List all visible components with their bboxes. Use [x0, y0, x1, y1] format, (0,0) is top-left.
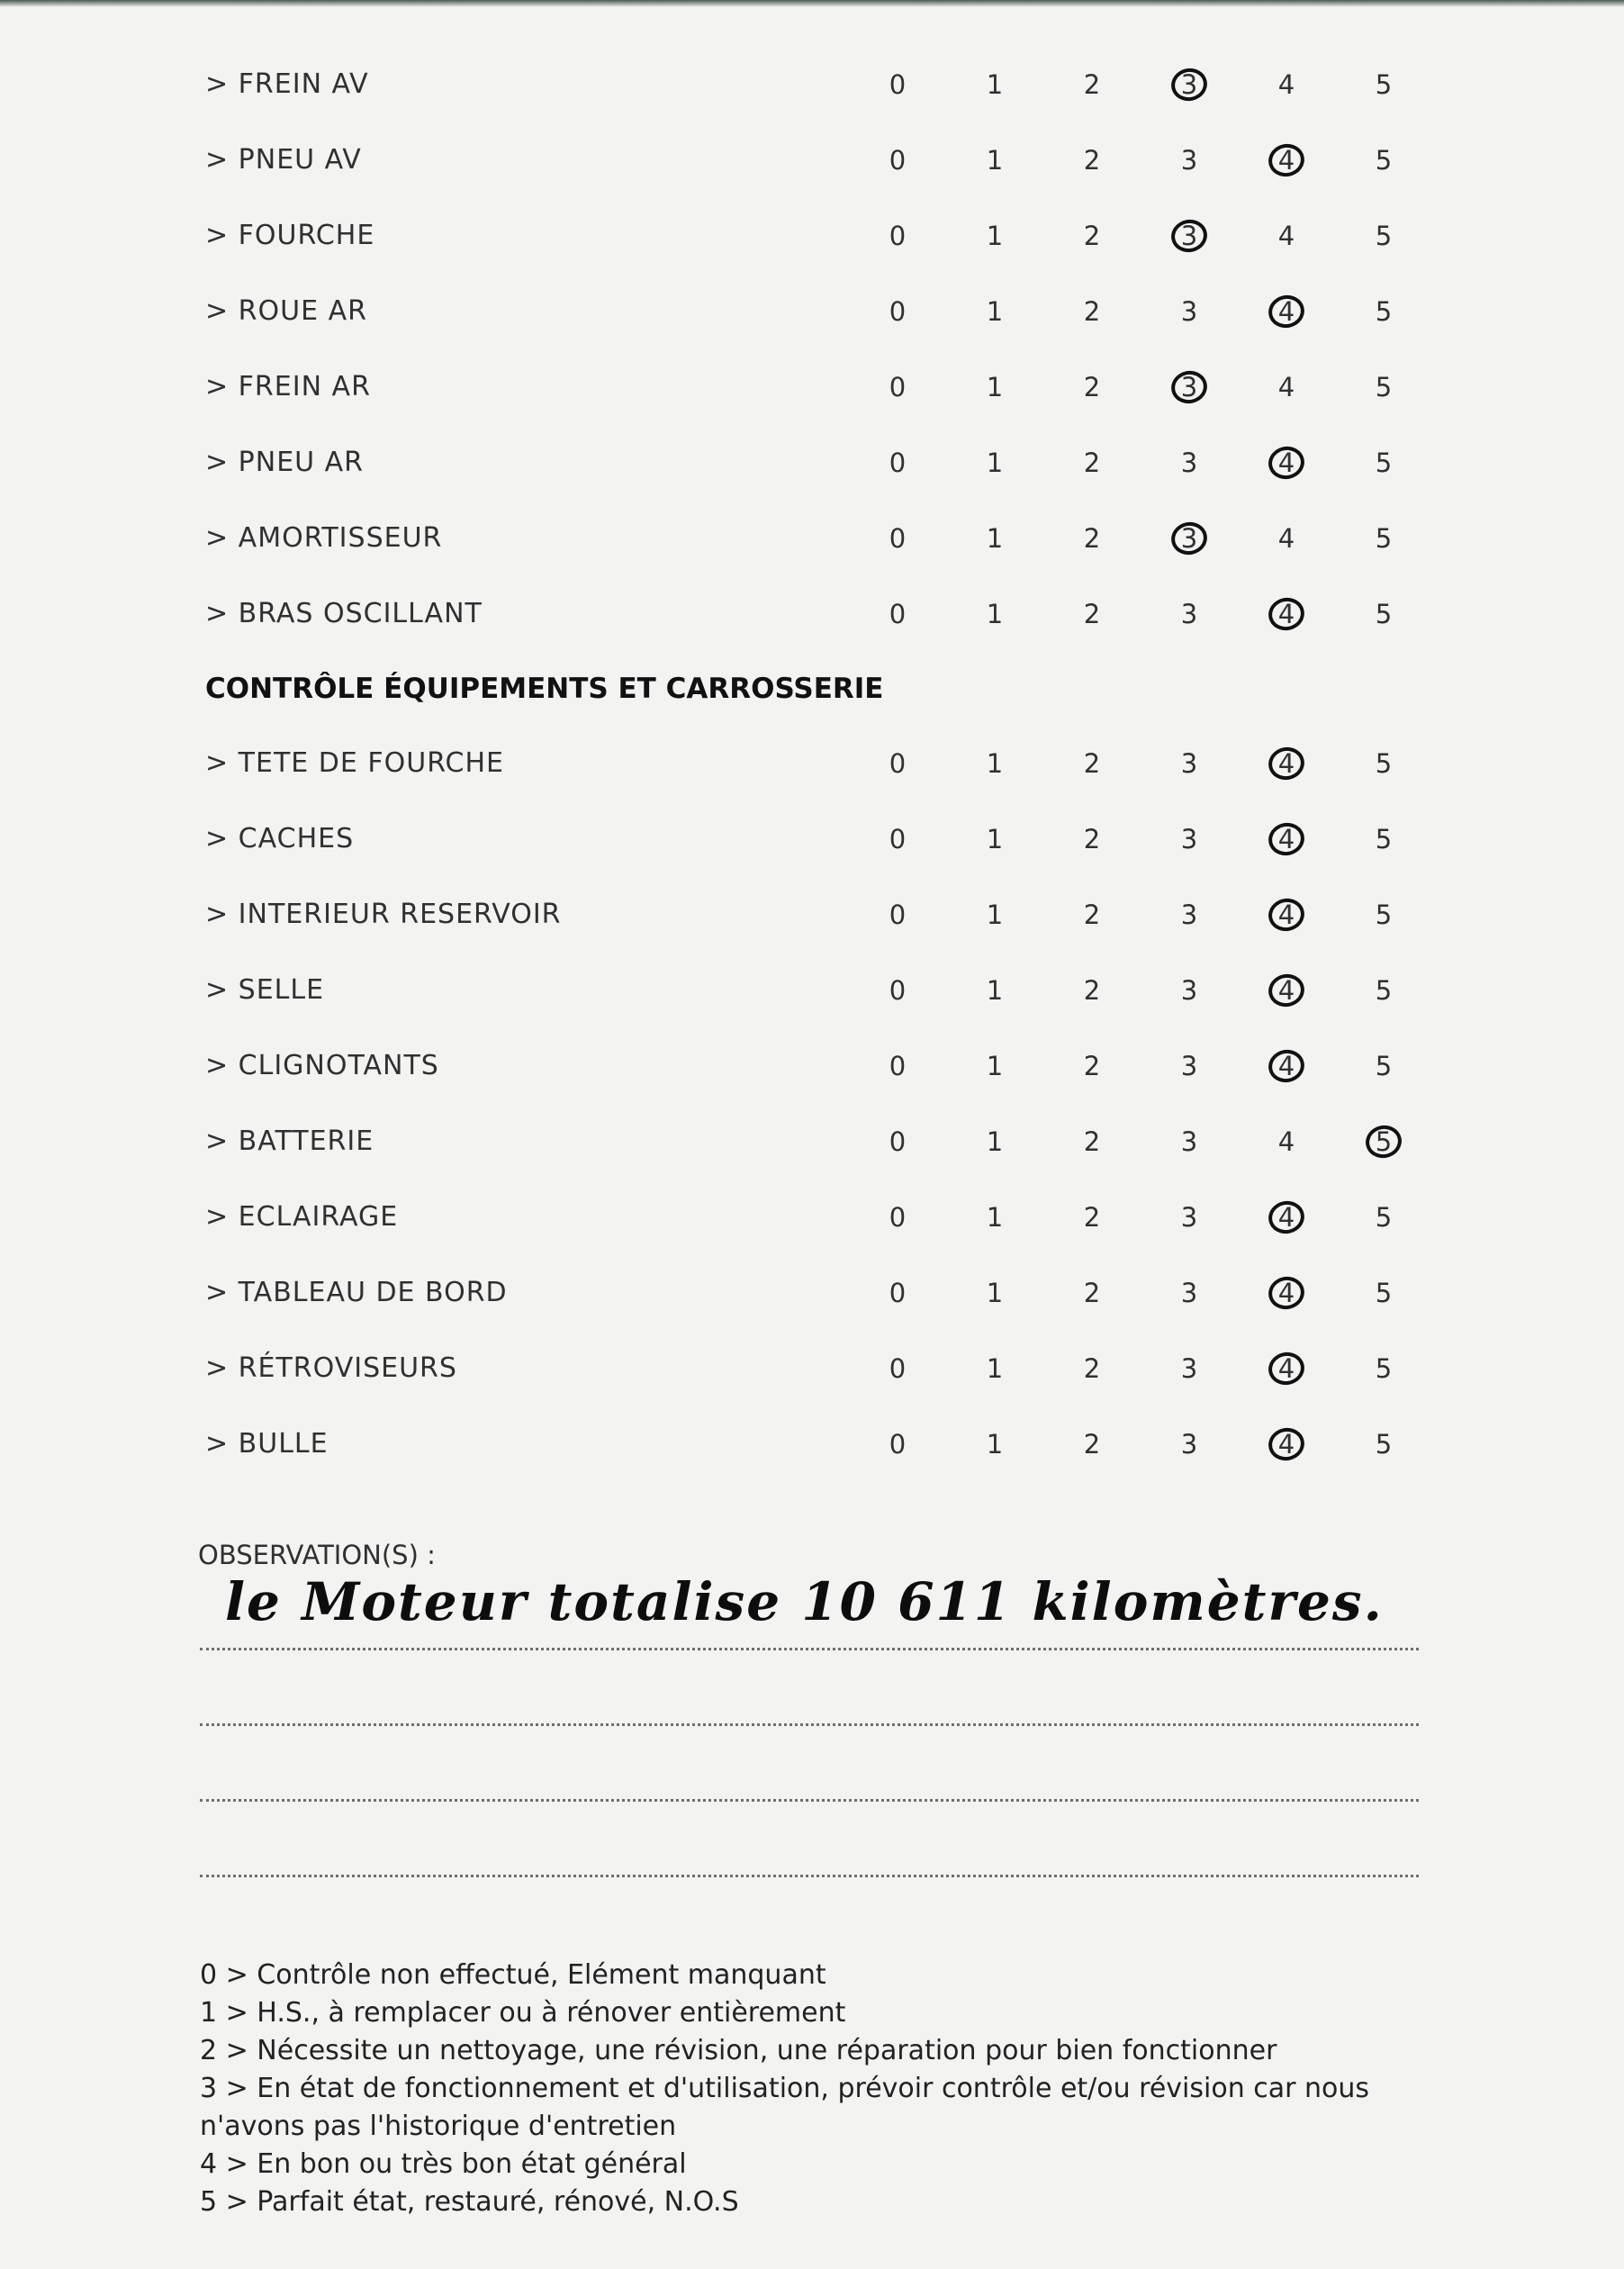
- row-label: > INTERIEUR RESERVOIR: [205, 899, 562, 930]
- score-option[interactable]: 3: [1180, 1278, 1198, 1308]
- checklist-row: [0, 1417, 1624, 1471]
- score-option[interactable]: 1: [986, 1126, 1004, 1157]
- score-option[interactable]: 5: [1375, 447, 1393, 478]
- checklist-row: [0, 1266, 1624, 1320]
- score-option[interactable]: 4: [1277, 1126, 1295, 1157]
- row-label: > RÉTROVISEURS: [205, 1352, 457, 1384]
- score-option-selected[interactable]: 4: [1255, 1039, 1318, 1093]
- score-option-selected[interactable]: 3: [1158, 511, 1221, 565]
- handwritten-observation: le Moteur totalise 10 611 kilomètres.: [225, 1571, 1384, 1632]
- score-option-selected[interactable]: 4: [1255, 1190, 1318, 1244]
- score-option[interactable]: 2: [1083, 1202, 1101, 1233]
- legend-item: 2 > Nécessite un nettoyage, une révision, une réparation pour bien fonctionner: [200, 2035, 1277, 2066]
- score-option[interactable]: 1: [986, 899, 1004, 930]
- row-label: > CACHES: [205, 823, 355, 854]
- score-option[interactable]: 0: [889, 975, 907, 1006]
- score-option-selected[interactable]: 4: [1255, 1342, 1318, 1396]
- score-option[interactable]: 5: [1375, 599, 1393, 629]
- score-option[interactable]: 2: [1083, 523, 1101, 554]
- score-option[interactable]: 3: [1180, 447, 1198, 478]
- checklist-row: [0, 360, 1624, 414]
- score-option[interactable]: 1: [986, 447, 1004, 478]
- checklist-row: [0, 58, 1624, 112]
- checklist-row: [0, 511, 1624, 565]
- score-option[interactable]: 1: [986, 1429, 1004, 1460]
- score-option[interactable]: 3: [1180, 899, 1198, 930]
- score-option[interactable]: 0: [889, 599, 907, 629]
- dotted-line: [200, 1723, 1419, 1726]
- score-option[interactable]: 4: [1277, 372, 1295, 402]
- score-option-selected[interactable]: 4: [1255, 587, 1318, 641]
- score-option[interactable]: 0: [889, 145, 907, 176]
- checklist-row: [0, 133, 1624, 187]
- score-option[interactable]: 0: [889, 296, 907, 327]
- score-option[interactable]: 3: [1180, 1051, 1198, 1081]
- row-label: > TABLEAU DE BORD: [205, 1277, 508, 1308]
- legend-item: 5 > Parfait état, restauré, rénové, N.O.S: [200, 2186, 739, 2218]
- score-option[interactable]: 0: [889, 899, 907, 930]
- row-label: > AMORTISSEUR: [205, 522, 443, 554]
- score-option[interactable]: 1: [986, 1353, 1004, 1384]
- checklist-row: [0, 812, 1624, 866]
- legend-item: 4 > En bon ou très bon état général: [200, 2148, 687, 2180]
- score-option[interactable]: 5: [1375, 296, 1393, 327]
- score-option[interactable]: 0: [889, 1202, 907, 1233]
- score-option[interactable]: 2: [1083, 899, 1101, 930]
- checklist-row: [0, 1342, 1624, 1396]
- score-legend: [200, 1957, 1442, 2221]
- score-option[interactable]: 0: [889, 1126, 907, 1157]
- score-option-selected[interactable]: 3: [1158, 209, 1221, 263]
- score-option[interactable]: 1: [986, 975, 1004, 1006]
- score-option-selected[interactable]: 3: [1158, 360, 1221, 414]
- score-option[interactable]: 2: [1083, 145, 1101, 176]
- row-label: > BRAS OSCILLANT: [205, 598, 483, 629]
- score-option[interactable]: 5: [1375, 1429, 1393, 1460]
- score-option[interactable]: 5: [1375, 69, 1393, 100]
- score-option[interactable]: 2: [1083, 1278, 1101, 1308]
- score-option[interactable]: 2: [1083, 372, 1101, 402]
- score-option[interactable]: 1: [986, 824, 1004, 854]
- score-option[interactable]: 0: [889, 824, 907, 854]
- row-label: > ROUE AR: [205, 295, 367, 327]
- row-label: > FREIN AV: [205, 68, 369, 100]
- score-option[interactable]: 0: [889, 221, 907, 251]
- score-option[interactable]: 0: [889, 523, 907, 554]
- score-option[interactable]: 5: [1375, 1278, 1393, 1308]
- score-option[interactable]: 2: [1083, 69, 1101, 100]
- score-option-selected[interactable]: 3: [1158, 58, 1221, 112]
- page-top-edge: [0, 0, 1624, 7]
- score-option[interactable]: 0: [889, 69, 907, 100]
- score-option-selected[interactable]: 4: [1255, 1266, 1318, 1320]
- score-option[interactable]: 1: [986, 296, 1004, 327]
- score-option[interactable]: 5: [1375, 221, 1393, 251]
- score-option[interactable]: 2: [1083, 447, 1101, 478]
- score-option[interactable]: 5: [1375, 1051, 1393, 1081]
- score-option[interactable]: 1: [986, 221, 1004, 251]
- row-label: > FREIN AR: [205, 371, 371, 402]
- score-option[interactable]: 5: [1375, 1202, 1393, 1233]
- score-option[interactable]: 1: [986, 599, 1004, 629]
- score-option[interactable]: 3: [1180, 145, 1198, 176]
- score-option[interactable]: 2: [1083, 1429, 1101, 1460]
- score-option[interactable]: 0: [889, 447, 907, 478]
- score-option[interactable]: 5: [1375, 1353, 1393, 1384]
- score-option[interactable]: 2: [1083, 748, 1101, 779]
- score-option[interactable]: 1: [986, 1278, 1004, 1308]
- legend-item: 1 > H.S., à remplacer ou à rénover entièrement: [200, 1997, 846, 2029]
- score-option[interactable]: 4: [1277, 221, 1295, 251]
- score-option[interactable]: 1: [986, 372, 1004, 402]
- checklist-row: [0, 888, 1624, 942]
- score-option[interactable]: 0: [889, 1051, 907, 1081]
- row-label: > BATTERIE: [205, 1125, 374, 1157]
- score-option[interactable]: 3: [1180, 296, 1198, 327]
- score-option[interactable]: 2: [1083, 221, 1101, 251]
- score-option[interactable]: 2: [1083, 975, 1101, 1006]
- dotted-line: [200, 1648, 1419, 1650]
- score-option[interactable]: 0: [889, 748, 907, 779]
- score-option-selected[interactable]: 4: [1255, 888, 1318, 942]
- score-option[interactable]: 3: [1180, 1353, 1198, 1384]
- observations-title: OBSERVATION(S) :: [198, 1540, 436, 1570]
- score-option-selected[interactable]: 4: [1255, 812, 1318, 866]
- score-option[interactable]: 3: [1180, 824, 1198, 854]
- row-label: > PNEU AR: [205, 447, 365, 478]
- row-label: > TETE DE FOURCHE: [205, 747, 504, 779]
- score-option[interactable]: 5: [1375, 145, 1393, 176]
- score-option[interactable]: 5: [1375, 748, 1393, 779]
- score-option[interactable]: 5: [1375, 975, 1393, 1006]
- score-option[interactable]: 2: [1083, 1051, 1101, 1081]
- legend-item: 3 > En état de fonctionnement et d'utilisation, prévoir contrôle et/ou révision car nous n'avons pas l'historique d'entretien: [200, 2073, 1370, 2142]
- row-label: > CLIGNOTANTS: [205, 1050, 439, 1081]
- checklist-row: [0, 1039, 1624, 1093]
- score-option[interactable]: 2: [1083, 1126, 1101, 1157]
- checklist-row: [0, 737, 1624, 791]
- score-option[interactable]: 1: [986, 145, 1004, 176]
- score-option[interactable]: 1: [986, 69, 1004, 100]
- score-option[interactable]: 3: [1180, 1202, 1198, 1233]
- row-label: > ECLAIRAGE: [205, 1201, 399, 1233]
- row-label: > PNEU AV: [205, 144, 362, 176]
- checklist-row: [0, 587, 1624, 641]
- score-option-selected[interactable]: 4: [1255, 133, 1318, 187]
- checklist-row: [0, 1115, 1624, 1169]
- score-option[interactable]: 1: [986, 748, 1004, 779]
- score-option[interactable]: 2: [1083, 599, 1101, 629]
- score-option[interactable]: 5: [1375, 824, 1393, 854]
- section-title: CONTRÔLE ÉQUIPEMENTS ET CARROSSERIE: [205, 673, 884, 705]
- checklist-row: [0, 963, 1624, 1017]
- score-option[interactable]: 2: [1083, 824, 1101, 854]
- score-option[interactable]: 0: [889, 1353, 907, 1384]
- score-option[interactable]: 4: [1277, 523, 1295, 554]
- score-option[interactable]: 3: [1180, 1429, 1198, 1460]
- checklist-row: [0, 436, 1624, 490]
- score-option[interactable]: 2: [1083, 296, 1101, 327]
- score-option[interactable]: 0: [889, 372, 907, 402]
- row-label: > BULLE: [205, 1428, 329, 1460]
- score-option-selected[interactable]: 4: [1255, 1417, 1318, 1471]
- score-option[interactable]: 3: [1180, 599, 1198, 629]
- score-option[interactable]: 1: [986, 1202, 1004, 1233]
- checklist-row: [0, 1190, 1624, 1244]
- score-option[interactable]: 5: [1375, 523, 1393, 554]
- score-option-selected[interactable]: 4: [1255, 285, 1318, 339]
- score-option[interactable]: 3: [1180, 975, 1198, 1006]
- score-option[interactable]: 3: [1180, 748, 1198, 779]
- legend-item: 0 > Contrôle non effectué, Elément manquant: [200, 1959, 826, 1991]
- score-option-selected[interactable]: 5: [1352, 1115, 1415, 1169]
- score-option[interactable]: 1: [986, 1051, 1004, 1081]
- score-option[interactable]: 2: [1083, 1353, 1101, 1384]
- checklist-row: [0, 285, 1624, 339]
- checklist-row: [0, 209, 1624, 263]
- score-option-selected[interactable]: 4: [1255, 963, 1318, 1017]
- row-label: > SELLE: [205, 974, 325, 1006]
- score-option[interactable]: 0: [889, 1278, 907, 1308]
- score-option[interactable]: 3: [1180, 1126, 1198, 1157]
- score-option[interactable]: 0: [889, 1429, 907, 1460]
- row-label: > FOURCHE: [205, 220, 375, 251]
- score-option-selected[interactable]: 4: [1255, 436, 1318, 490]
- dotted-line: [200, 1875, 1419, 1877]
- score-option[interactable]: 4: [1277, 69, 1295, 100]
- score-option[interactable]: 1: [986, 523, 1004, 554]
- score-option[interactable]: 5: [1375, 372, 1393, 402]
- dotted-line: [200, 1799, 1419, 1802]
- score-option-selected[interactable]: 4: [1255, 737, 1318, 791]
- score-option[interactable]: 5: [1375, 899, 1393, 930]
